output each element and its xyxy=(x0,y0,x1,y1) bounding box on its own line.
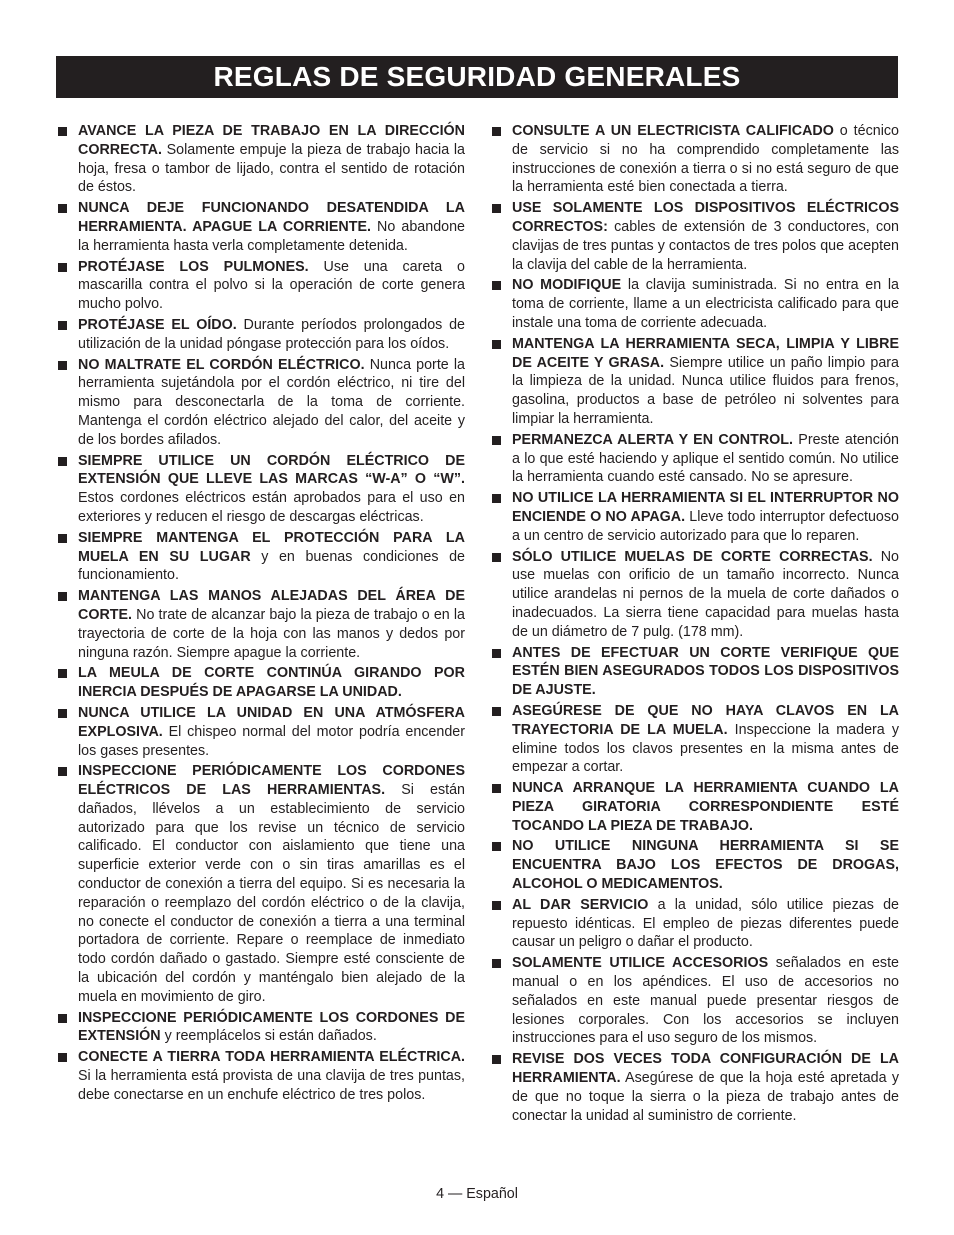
safety-rule-item xyxy=(490,779,899,835)
safety-rule-item xyxy=(490,702,899,777)
rule-text: Estos cordones eléctricos están aprobados para el uso en exteriores y reducen el riesgo de descargas eléctricas. xyxy=(78,490,465,525)
safety-rule-item xyxy=(56,199,465,255)
safety-rule-item xyxy=(56,122,465,197)
rule-heading: REVISE DOS VECES TODA CONFIGURACIÓN DE LA HERRAMIENTA. xyxy=(512,1051,899,1087)
safety-rule-item xyxy=(490,431,899,487)
rule-text: la clavija suministrada. Si no entra en la toma de corriente, llame a un electricista calificado para que instale una toma de corriente adecuada. xyxy=(512,277,900,331)
rule-text: Si están dañados, llévelos a un establecimiento de servicio autorizado para que los revise un técnico de servicio calificado. El conductor con aislamiento que tiene una superficie exterior verde con o sin tiras amarillas es el conductor de conexión a tierra del equipo. Si es necesaria la reparación o reemplazo del cordón eléctrico o de la clavija, no conecte el conductor de conexión a tierra a una terminal portadora de corriente. Repare o reemplace de inmediato todo cordón dañado o gastado. Siempre esté consciente de la ubicación del cordón y manténgalo bien alejado de la muela en movimiento de giro. xyxy=(78,782,465,1005)
rule-heading: AL DAR SERVICIO xyxy=(512,896,649,913)
square-bullet-icon xyxy=(492,436,501,445)
safety-rule-item xyxy=(490,837,899,893)
safety-rule-item xyxy=(56,452,465,527)
right-column xyxy=(490,122,899,1127)
safety-rule-item xyxy=(490,276,899,332)
rule-text: y en buenas condiciones de funcionamiento. xyxy=(78,548,465,584)
safety-rule-item xyxy=(490,548,899,642)
rule-heading: NO MODIFIQUE xyxy=(512,277,622,294)
square-bullet-icon xyxy=(58,204,67,213)
square-bullet-icon xyxy=(58,1014,67,1023)
rule-heading: CONECTE A TIERRA TODA HERRAMIENTA ELÉCTRICA. xyxy=(78,1049,465,1066)
rule-text: Si la herramienta está provista de una clavija de tres puntas, debe conectarse en un enchufe eléctrico de tres polos. xyxy=(78,1068,465,1103)
rule-heading: SOLAMENTE UTILICE ACCESORIOS xyxy=(512,955,769,972)
rule-text: Lleve todo interruptor defectuoso a un centro de servicio autorizado para que lo reparen. xyxy=(512,508,899,544)
rule-text: No trate de alcanzar bajo la pieza de trabajo o en la trayectoria de corte de la hoja con las manos y dedos por ninguna razón. Siempre apague la corriente. xyxy=(78,606,465,661)
rule-heading: NO MALTRATE EL CORDÓN ELÉCTRICO. xyxy=(78,356,365,373)
safety-rule-item xyxy=(56,704,465,760)
rule-heading: CONSULTE A UN ELECTRICISTA CALIFICADO xyxy=(512,123,834,139)
rule-heading: NO UTILICE NINGUNA HERRAMIENTA SI SE ENCUENTRA BAJO LOS EFECTOS DE DROGAS, ALCOHOL O MEDICAMENTOS. xyxy=(512,838,899,893)
square-bullet-icon xyxy=(58,321,67,330)
rule-heading: USE SOLAMENTE LOS DISPOSITIVOS ELÉCTRICOS CORRECTOS: xyxy=(512,200,899,235)
square-bullet-icon xyxy=(58,361,67,370)
square-bullet-icon xyxy=(492,959,501,968)
square-bullet-icon xyxy=(492,707,501,716)
square-bullet-icon xyxy=(492,340,501,349)
rule-heading: INSPECCIONE PERIÓDICAMENTE LOS CORDONES DE EXTENSIÓN xyxy=(78,1009,465,1045)
rule-heading: LA MEULA DE CORTE CONTINÚA GIRANDO POR INERCIA DESPUÉS DE APAGARSE LA UNIDAD. xyxy=(78,665,465,701)
square-bullet-icon xyxy=(58,457,67,466)
rule-text: cables de extensión de 3 conductores, con clavijas de tres puntas y contactos de tres polos que acepten la clavija del cable de la herramienta. xyxy=(512,218,899,273)
safety-rule-item xyxy=(490,335,899,429)
rule-text: El chispeo normal del motor podría encender los gases presentes. xyxy=(78,723,465,759)
rule-text: o técnico de servicio si no ha comprendido completamente las instrucciones de conexión a tierra o si no está seguro de que la herramienta esté bien conectada a tierra. xyxy=(512,123,899,196)
safety-rule-item xyxy=(56,258,465,314)
rule-heading: MANTENGA LA HERRAMIENTA SECA, LIMPIA Y LIBRE DE ACEITE Y GRASA. xyxy=(512,335,899,371)
square-bullet-icon xyxy=(492,649,501,658)
rule-heading: SIEMPRE MANTENGA EL PROTECCIÓN PARA LA MUELA EN SU LUGAR xyxy=(78,529,465,565)
rule-heading: ANTES DE EFECTUAR UN CORTE VERIFIQUE QUE ESTÉN BIEN ASEGURADOS TODOS LOS DISPOSITIVOS DE AJUSTE. xyxy=(512,644,899,699)
rule-heading: INSPECCIONE PERIÓDICAMENTE LOS CORDONES ELÉCTRICOS DE LAS HERRAMIENTAS. xyxy=(78,763,465,799)
safety-rule-item xyxy=(490,644,899,700)
rule-text: No abandone la herramienta hasta verla completamente detenida. xyxy=(78,218,465,254)
rule-text: Use una careta o mascarilla contra el polvo si la operación de corte genera mucho polvo. xyxy=(78,258,465,313)
rule-heading: NO UTILICE LA HERRAMIENTA SI EL INTERRUPTOR NO ENCIENDE O NO APAGA. xyxy=(512,490,899,525)
rule-text: No use muelas con orificio de un tamaño incorrecto. Nunca utilice arandelas ni pernos de la muela de corte dañados o inadecuados. La sierra tiene capacidad para muelas hasta de un diámetro de 7 pulg. (178 mm). xyxy=(512,548,900,640)
rule-heading: NUNCA DEJE FUNCIONANDO DESATENDIDA LA HERRAMIENTA. APAGUE LA CORRIENTE. xyxy=(78,200,465,235)
rule-text: señalados en este manual o en los apéndices. El uso de accesorios no señalados en este manual puede presentar riesgos de lesiones corporales. Con los accesorios se incluyen instrucciones para el uso seguro de los mismos. xyxy=(512,955,899,1047)
square-bullet-icon xyxy=(492,901,501,910)
rule-text: Inspeccione la madera y elimine todos los clavos presentes en la misma antes de empezar a cortar. xyxy=(512,721,899,776)
rule-text: Preste atención a lo que esté haciendo y aplique el sentido común. No utilice la herramienta cuando esté cansado. No se apresure. xyxy=(512,431,899,486)
rule-text: Nunca porte la herramienta sujetándola por el cordón eléctrico, ni tire del mismo para desconectarla de la toma de corriente. Mantenga el cordón eléctrico alejado del calor, del aceite y de los bordes afilados. xyxy=(78,356,465,448)
square-bullet-icon xyxy=(492,842,501,851)
safety-rule-item xyxy=(56,356,465,450)
square-bullet-icon xyxy=(492,1055,501,1064)
rule-heading: PERMANEZCA ALERTA Y EN CONTROL. xyxy=(512,431,793,448)
rule-text: y reemplácelos si están dañados. xyxy=(160,1028,377,1045)
rule-heading: MANTENGA LAS MANOS ALEJADAS DEL ÁREA DE CORTE. xyxy=(78,588,465,623)
rule-text: Durante períodos prolongados de utilización de la unidad póngase protección para los oídos. xyxy=(78,316,465,352)
rule-text: Solamente empuje la pieza de trabajo hacia la hoja, fresa o tambor de lijado, contra el sentido de rotación de éstos. xyxy=(78,141,465,196)
square-bullet-icon xyxy=(492,127,501,136)
rule-heading: NUNCA ARRANQUE LA HERRAMIENTA CUANDO LA PIEZA GIRATORIA CORRESPONDIENTE ESTÉ TOCANDO LA PIEZA DE TRABAJO. xyxy=(512,780,899,834)
rule-text: Asegúrese de que la hoja esté apretada y de que no toque la sierra o la pieza de trabajo antes de conectar la unidad al suministro de corriente. xyxy=(512,1070,899,1124)
safety-rule-item xyxy=(490,489,899,545)
safety-rule-item xyxy=(490,896,899,952)
square-bullet-icon xyxy=(58,709,67,718)
square-bullet-icon xyxy=(58,263,67,272)
safety-rule-item xyxy=(56,1009,465,1047)
rule-heading: AVANCE LA PIEZA DE TRABAJO EN LA DIRECCIÓN CORRECTA. xyxy=(78,123,465,158)
square-bullet-icon xyxy=(58,592,67,601)
safety-rule-item xyxy=(490,122,899,197)
safety-rule-item xyxy=(56,1048,465,1104)
rule-heading: PROTÉJASE EL OÍDO. xyxy=(78,316,237,333)
rule-heading: PROTÉJASE LOS PULMONES. xyxy=(78,258,309,275)
page-title: REGLAS DE SEGURIDAD GENERALES xyxy=(213,61,741,92)
square-bullet-icon xyxy=(58,669,67,678)
square-bullet-icon xyxy=(492,784,501,793)
safety-rule-item xyxy=(490,954,899,1048)
rule-heading: SIEMPRE UTILICE UN CORDÓN ELÉCTRICO DE EXTENSIÓN QUE LLEVE LAS MARCAS “W-A” O “W”. xyxy=(78,452,465,488)
rule-heading: NUNCA UTILICE LA UNIDAD EN UNA ATMÓSFERA EXPLOSIVA. xyxy=(78,704,465,740)
safety-rule-item xyxy=(490,199,899,274)
rule-heading: ASEGÚRESE DE QUE NO HAYA CLAVOS EN LA TRAYECTORIA DE LA MUELA. xyxy=(512,702,899,738)
safety-rule-item xyxy=(56,762,465,1006)
left-column xyxy=(56,122,465,1107)
page-footer: 4 — Español xyxy=(436,1186,518,1202)
rule-text: a la unidad, sólo utilice piezas de repuesto idénticas. El empleo de piezas diferentes puede causar un peligro o dañar el producto. xyxy=(512,896,899,951)
safety-rule-item xyxy=(56,587,465,662)
rule-heading: SÓLO UTILICE MUELAS DE CORTE CORRECTAS. xyxy=(512,548,873,565)
section-header-bar xyxy=(56,56,898,98)
square-bullet-icon xyxy=(492,494,501,503)
safety-rule-item xyxy=(56,529,465,585)
square-bullet-icon xyxy=(58,127,67,136)
square-bullet-icon xyxy=(58,767,67,776)
square-bullet-icon xyxy=(492,553,501,562)
square-bullet-icon xyxy=(492,204,501,213)
safety-rule-item xyxy=(56,316,465,354)
safety-rule-item xyxy=(56,664,465,702)
square-bullet-icon xyxy=(58,1053,67,1062)
square-bullet-icon xyxy=(492,281,501,290)
square-bullet-icon xyxy=(58,534,67,543)
safety-rule-item xyxy=(490,1050,899,1125)
rule-text: Siempre utilice un paño limpio para la limpieza de la unidad. Nunca utilice fluidos para frenos, gasolina, productos a base de petróleo ni solventes para limpiar la herramienta. xyxy=(512,354,899,427)
